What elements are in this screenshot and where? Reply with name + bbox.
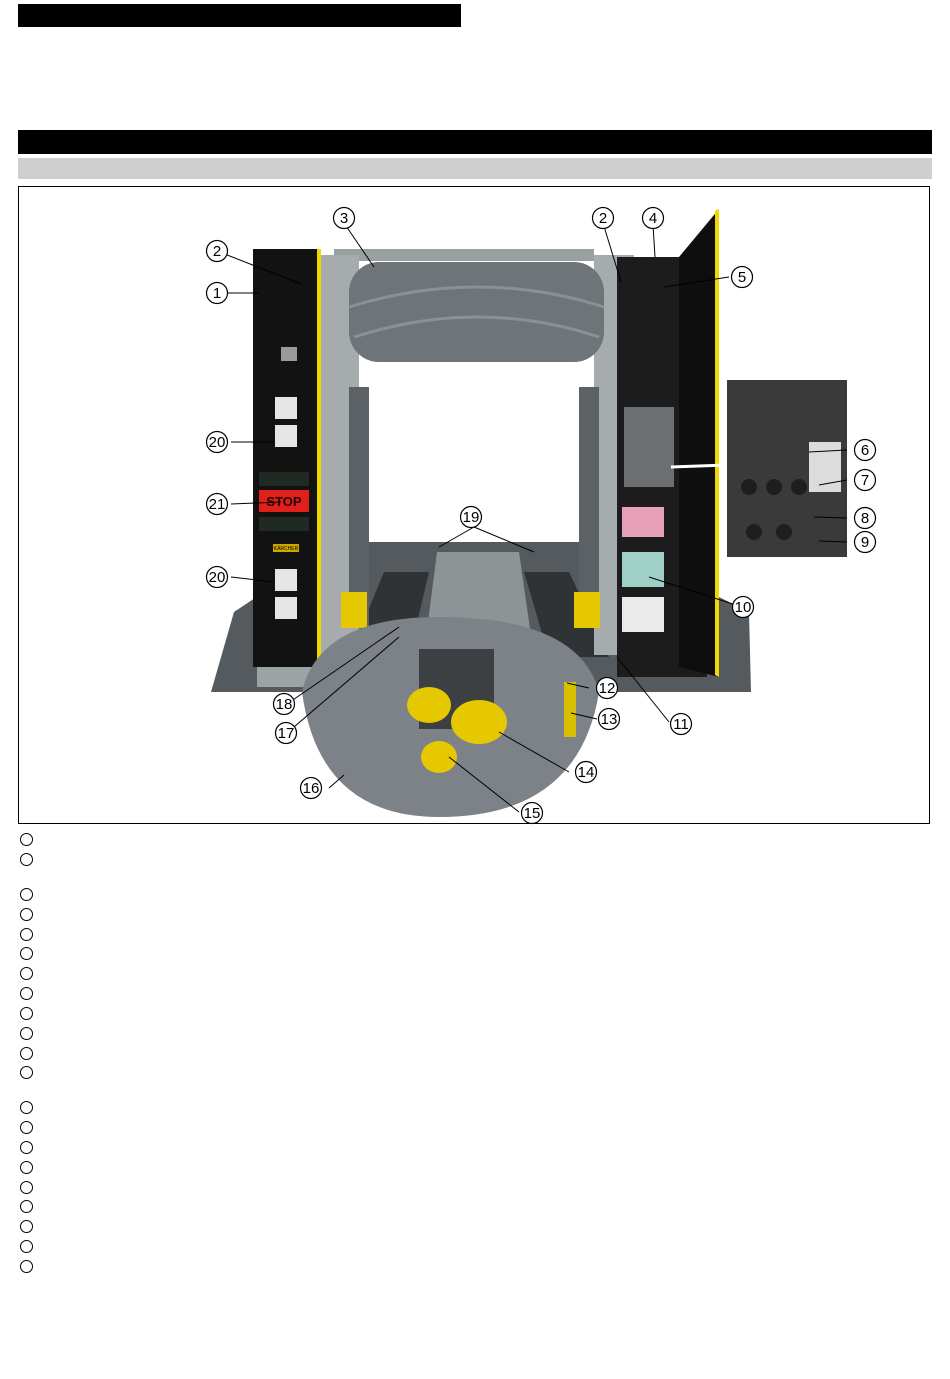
- svg-text:21: 21: [208, 496, 226, 513]
- section-subheading-bar: [18, 158, 932, 179]
- callout-21: [207, 494, 228, 515]
- wash-program-button-2[interactable]: [275, 425, 297, 447]
- legend-marker-12: [20, 1066, 33, 1079]
- panel-light-strip-left: [317, 249, 321, 667]
- callout-10: [733, 597, 754, 618]
- callout-11: [671, 714, 692, 735]
- legend-marker-15: [20, 1141, 33, 1154]
- display-upper: [259, 472, 309, 486]
- legend-marker-10: [20, 1027, 33, 1040]
- legend-marker-2: [20, 853, 33, 866]
- callout-3: [334, 208, 355, 229]
- chemical-canisters-bottom: [622, 597, 664, 632]
- legend-marker-3: [20, 888, 33, 901]
- callout-15: [522, 803, 543, 824]
- legend-marker-18: [20, 1200, 33, 1213]
- callout-12: [597, 678, 618, 699]
- header-redacted-bar: [18, 4, 461, 27]
- svg-text:2: 2: [598, 210, 608, 227]
- callout-20-lower: [207, 567, 228, 588]
- legend-marker-19: [20, 1220, 33, 1233]
- stop-sign-label: STOP: [266, 494, 302, 509]
- legend-marker-9: [20, 1007, 33, 1020]
- svg-text:13: 13: [600, 711, 618, 728]
- wash-program-button-3[interactable]: [275, 569, 297, 591]
- callout-17: [276, 723, 297, 744]
- wheel-brush-left: [341, 592, 367, 628]
- svg-text:2: 2: [212, 243, 222, 260]
- legend-marker-5: [20, 928, 33, 941]
- legend-marker-11: [20, 1047, 33, 1060]
- svg-text:5: 5: [737, 269, 747, 286]
- svg-text:3: 3: [339, 210, 349, 227]
- svg-text:7: 7: [860, 472, 870, 489]
- wheel-brush-right: [574, 592, 600, 628]
- callout-6: [855, 440, 876, 461]
- chemical-canisters-middle: [622, 552, 664, 587]
- svg-text:19: 19: [462, 509, 480, 526]
- display-lower: [259, 517, 309, 531]
- inset-wheel-brush-3: [421, 741, 457, 773]
- callout-7: [855, 470, 876, 491]
- callout-1: [207, 283, 228, 304]
- svg-text:6: 6: [860, 442, 870, 459]
- callout-4: [643, 208, 664, 229]
- callout-18: [274, 694, 295, 715]
- wash-program-button-1[interactable]: [275, 397, 297, 419]
- valve-assembly: [624, 407, 674, 487]
- callout-14: [576, 762, 597, 783]
- legend-marker-7: [20, 967, 33, 980]
- svg-text:20: 20: [208, 569, 226, 586]
- svg-text:17: 17: [277, 725, 295, 742]
- svg-text:14: 14: [577, 764, 595, 781]
- svg-text:8: 8: [860, 510, 870, 527]
- legend-marker-17: [20, 1181, 33, 1194]
- program-icon: [281, 347, 297, 361]
- chemical-canisters-top: [622, 507, 664, 537]
- svg-text:20: 20: [208, 434, 226, 451]
- brand-label: KÄRCHER: [273, 546, 299, 552]
- callout-9: [855, 532, 876, 553]
- roof-brush: [349, 262, 604, 362]
- callout-16: [301, 778, 322, 799]
- legend-marker-1: [20, 833, 33, 846]
- callout-5: [732, 267, 753, 288]
- callout-19: [461, 507, 482, 528]
- legend-marker-21: [20, 1260, 33, 1273]
- legend-marker-13: [20, 1101, 33, 1114]
- legend-marker-14: [20, 1121, 33, 1134]
- callout-20-upper: [207, 432, 228, 453]
- svg-text:11: 11: [673, 716, 689, 733]
- svg-text:4: 4: [648, 210, 658, 227]
- side-brush-right: [579, 387, 599, 627]
- svg-text:15: 15: [523, 805, 541, 822]
- callout-8: [855, 508, 876, 529]
- callout-2-right: [593, 208, 614, 229]
- inset-wheel-brush-2: [451, 700, 507, 744]
- legend-marker-4: [20, 908, 33, 921]
- wash-program-button-4[interactable]: [275, 597, 297, 619]
- callout-13: [599, 709, 620, 730]
- svg-text:16: 16: [302, 780, 320, 797]
- side-brush-left: [349, 387, 369, 627]
- machine-illustration: [19, 187, 931, 825]
- svg-text:12: 12: [598, 680, 616, 697]
- svg-text:18: 18: [275, 696, 293, 713]
- inset-wheel-brush-1: [407, 687, 451, 723]
- svg-text:9: 9: [860, 534, 870, 551]
- svg-text:1: 1: [212, 285, 222, 302]
- inset-terminal-board: [809, 442, 841, 492]
- callout-2-left: [207, 241, 228, 262]
- legend-marker-8: [20, 987, 33, 1000]
- gantry-top-beam: [334, 249, 594, 261]
- section-heading-bar: [18, 130, 932, 154]
- legend-marker-20: [20, 1240, 33, 1253]
- legend-marker-16: [20, 1161, 33, 1174]
- legend-marker-6: [20, 947, 33, 960]
- svg-text:10: 10: [734, 599, 752, 616]
- machine-overview-figure: [18, 186, 930, 824]
